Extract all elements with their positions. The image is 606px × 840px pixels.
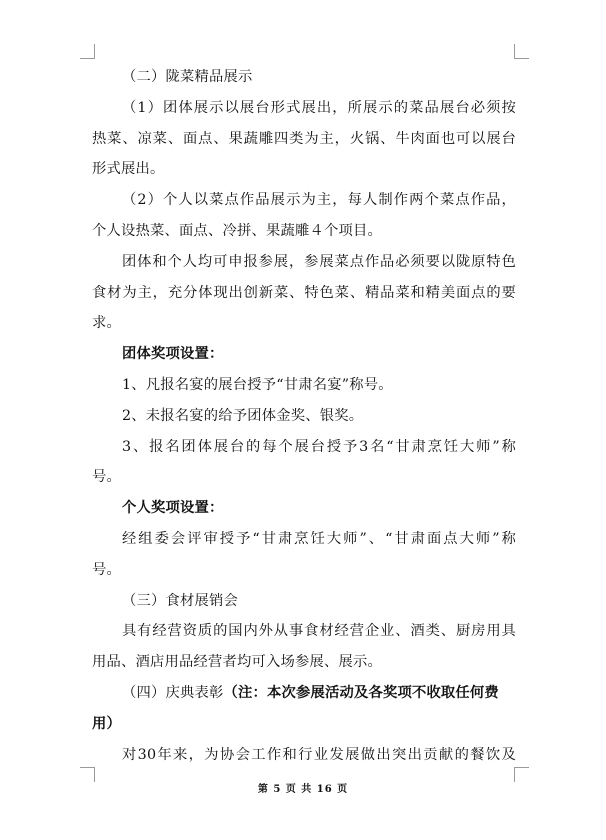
paragraph-line: 具有经营资质的国内外从事食材经营企业、酒类、厨房用具 xyxy=(122,623,516,640)
paragraph-line: 经组委会评审授予“甘肃烹饪大师”、“甘肃面点大师”称 xyxy=(122,530,516,547)
paragraph-line: （2）个人以菜点作品展示为主，每人制作两个菜点作品， xyxy=(122,192,516,209)
paragraph-line: （1）团体展示以展台形式展出，所展示的菜品展台必须按 xyxy=(122,99,516,116)
individual-awards-heading: 个人奖项设置： xyxy=(122,500,224,517)
list-item: 2、未报名宴的给予团体金奖、银奖。 xyxy=(122,407,364,424)
paragraph-line: 号。 xyxy=(92,561,121,578)
section-heading-exhibition: （二）陇菜精品展示 xyxy=(122,69,253,85)
list-item: 3、报名团体展台的每个展台授予3名“甘肃烹饪大师”称 xyxy=(122,438,516,455)
team-awards-heading: 团体奖项设置： xyxy=(122,346,224,363)
list-item-continuation: 号。 xyxy=(92,469,121,486)
list-item: 1、凡报名宴的展台授予“甘肃名宴”称号。 xyxy=(122,376,393,393)
document-body xyxy=(92,62,516,770)
paragraph-line: 食材为主，充分体现出创新菜、特色菜、精品菜和精美面点的要 xyxy=(92,284,516,301)
section-heading-ingredients: （三）食材展销会 xyxy=(122,592,238,609)
paragraph-line: 对30年来，为协会工作和行业发展做出突出贡献的餐饮及 xyxy=(122,746,516,763)
crop-mark-top-right xyxy=(514,44,529,59)
celebration-title: （四）庆典表彰 xyxy=(122,684,224,701)
crop-mark-top-left xyxy=(80,44,95,59)
paragraph-line: 求。 xyxy=(92,315,121,332)
section-heading-celebration xyxy=(92,678,516,709)
paragraph-line: 个人设热菜、面点、冷拼、果蔬雕４个项目。 xyxy=(92,222,382,239)
paragraph-line: 用品、酒店用品经营者均可入场参展、展示。 xyxy=(92,654,382,671)
celebration-note: （注：本次参展活动及各奖项不收取任何费 xyxy=(223,684,499,701)
paragraph-line: 热菜、凉菜、面点、果蔬雕四类为主，火锅、牛肉面也可以展台 xyxy=(92,130,516,147)
page-footer: 第 5 页 共 16 页 xyxy=(257,784,349,795)
paragraph-line: 团体和个人均可申报参展，参展菜点作品必须要以陇原特色 xyxy=(122,253,516,270)
paragraph-line: 形式展出。 xyxy=(92,161,165,178)
celebration-note-continuation: 用） xyxy=(92,715,121,732)
